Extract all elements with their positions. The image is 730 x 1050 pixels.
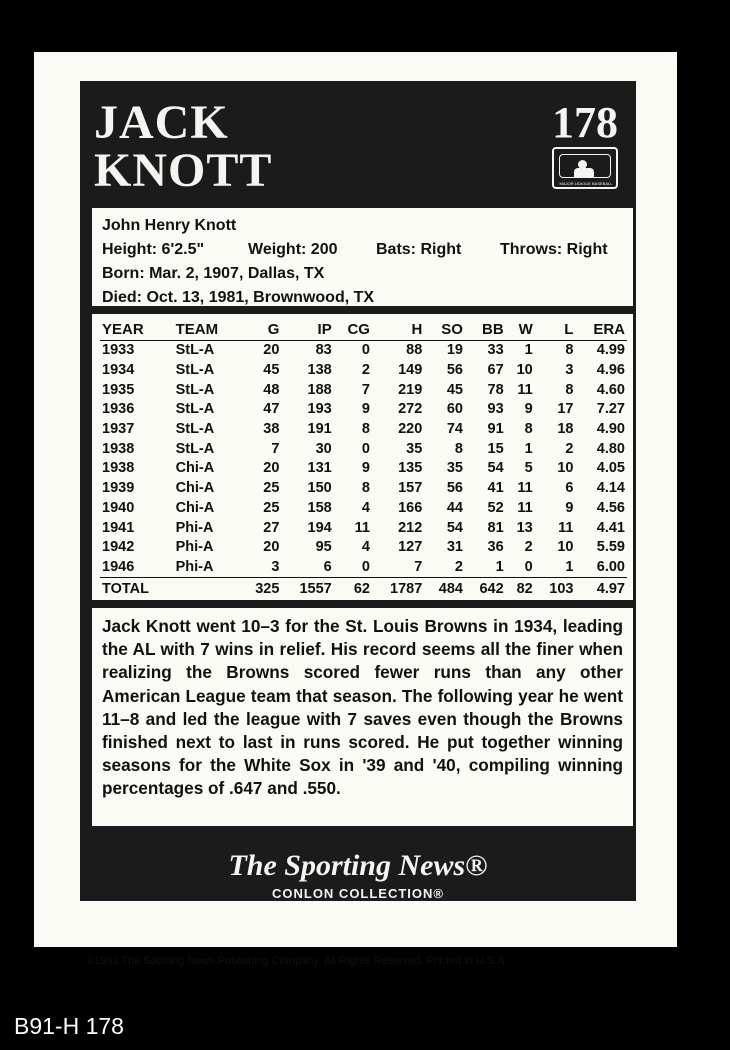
stats-cell: 158 [307,499,332,516]
stats-cell: 272 [398,401,423,418]
stats-cell: 2 [454,558,463,575]
stats-cell: 3 [565,362,574,379]
stats-cell: 56 [446,480,463,497]
stats-header-year: YEAR [100,318,174,341]
stats-row [100,439,627,459]
card-panel [80,81,636,901]
stats-cell: 38 [263,421,280,438]
stats-header-bb: BB [465,318,506,341]
career-story: Jack Knott went 10–3 for the St. Louis Browns in 1934, leading the AL with 7 wins in relief. His record seems all the finer when realizing the Browns scored fewer runs than any other American League team that season. The following year he went 11–8 and led the league with 7 saves even though the Browns finished next to last in runs scored. He put together winning seasons for the White Sox in '39 and '40, compiling winning percentages of .647 and .550. [92,608,633,826]
stats-cell: 52 [487,499,504,516]
stats-cell: 18 [557,421,574,438]
sporting-news-logo: The Sporting News® [228,849,488,882]
stats-cell: 11 [354,519,370,536]
stats-header-w: W [506,318,535,341]
stats-cell: 5.59 [596,539,625,556]
stats-cell: 193 [307,401,332,418]
bats: Bats: Right [376,241,462,258]
stats-cell: 2 [524,539,533,556]
stats-cell: 91 [487,421,504,438]
stats-total-row [100,578,627,601]
stats-cell: 1939 [102,480,135,497]
stats-cell: 4.97 [575,578,627,601]
stats-cell: StL-A [175,362,215,379]
stats-cell: 17 [557,401,574,418]
stats-cell: 325 [241,578,282,601]
stats-cell: 0 [361,440,370,457]
mlb-logo-icon [552,147,618,189]
stats-cell: 93 [487,401,504,418]
stats-cell: 8 [524,421,533,438]
born: Born: Mar. 2, 1907, Dallas, TX [102,265,325,282]
stats-cell: 1557 [281,578,333,601]
player-first-name: JACK [94,96,229,149]
stats-cell: 88 [406,342,423,359]
stats-cell: 13 [516,519,533,536]
stats-cell: 19 [446,342,463,359]
stats-cell: 1938 [102,460,135,477]
stats-cell: 47 [263,401,280,418]
stats-cell: 1942 [102,539,135,556]
stats-header-team: TEAM [174,318,241,341]
stats-cell: 6 [323,558,332,575]
stats-cell: 194 [307,519,332,536]
stats-cell: 30 [315,440,332,457]
stats-cell: 48 [263,381,280,398]
stats-cell: 4.56 [596,499,625,516]
stats-cell: 56 [446,362,463,379]
bio-box [92,208,633,306]
stats-table [100,318,627,600]
stats-header-l: L [535,318,576,341]
stats-cell: 1936 [102,401,135,418]
stats-cell: 220 [398,421,423,438]
stats-cell: 45 [263,362,280,379]
stats-row [100,400,627,420]
stats-cell: 4.99 [596,342,625,359]
stats-cell: 7 [414,558,423,575]
stats-cell: 131 [307,460,332,477]
stats-row [100,538,627,558]
stats-header-g: G [241,318,282,341]
stats-cell: 4.80 [596,440,625,457]
stats-cell: 0 [361,558,370,575]
stats-cell: 15 [487,440,504,457]
stats-cell: TOTAL [100,578,174,601]
stats-cell: 484 [424,578,465,601]
stats-cell: 4.96 [596,362,625,379]
stats-cell: 6.00 [596,558,625,575]
stats-cell: 20 [263,342,280,359]
stats-cell: 9 [565,499,574,516]
stats-cell: 81 [487,519,504,536]
stats-cell: 7.27 [596,401,625,418]
stats-cell: Phi-A [175,539,214,556]
stats-cell: 212 [398,519,423,536]
stats-cell: StL-A [175,440,215,457]
stats-cell: StL-A [175,421,215,438]
stats-cell: 11 [517,480,533,497]
stats-cell: 67 [487,362,504,379]
stats-cell: 4 [361,499,370,516]
stats-cell: 9 [361,401,370,418]
stats-cell: 1933 [102,342,135,359]
stats-cell: 7 [361,381,370,398]
stats-cell: 10 [557,460,574,477]
stats-header-ip: IP [281,318,333,341]
stats-cell: StL-A [175,401,215,418]
throws: Throws: Right [500,241,608,258]
stats-cell: 149 [398,362,423,379]
stats-cell: 3 [271,558,280,575]
full-name: John Henry Knott [102,217,237,234]
stats-cell: 1937 [102,421,135,438]
stats-header-h: H [372,318,424,341]
died: Died: Oct. 13, 1981, Brownwood, TX [102,289,375,306]
stats-row [100,420,627,440]
stats-cell: 1934 [102,362,135,379]
stats-cell: 191 [307,421,332,438]
stats-cell: 1 [524,342,533,359]
stats-cell: 11 [517,499,533,516]
copyright: ©1991 The Sporting News Publishing Company. All Rights Reserved. Printed in U.S.A. [86,955,508,967]
stats-cell: 8 [361,421,370,438]
stats-cell: 83 [315,342,332,359]
stats-cell: 4.05 [596,460,625,477]
stats-cell: Phi-A [175,558,214,575]
stats-cell: 54 [487,460,504,477]
stats-row [100,479,627,499]
stats-cell: 5 [524,460,533,477]
stats-cell: 20 [263,460,280,477]
stats-cell: 127 [398,539,423,556]
stats-cell: 54 [446,519,463,536]
stats-cell: 25 [263,480,280,497]
stats-cell: StL-A [175,381,215,398]
stats-header-cg: CG [334,318,372,341]
stats-cell: 4 [361,539,370,556]
stats-cell: 8 [454,440,463,457]
stats-cell: 8 [565,342,574,359]
stats-row [100,459,627,479]
stats-cell: 44 [446,499,463,516]
stats-cell: 1946 [102,558,135,575]
stats-cell: 1 [495,558,504,575]
stats-cell: 1935 [102,381,135,398]
stats-cell: 7 [271,440,280,457]
stats-cell: 74 [446,421,463,438]
stats-cell: 4.90 [596,421,625,438]
stats-box [92,314,633,600]
stats-cell: Chi-A [175,480,215,497]
stats-cell: 11 [517,381,533,398]
height: Height: 6'2.5" [102,241,205,258]
stats-cell: 0 [361,342,370,359]
stats-cell: 4.60 [596,381,625,398]
stats-cell: 8 [565,381,574,398]
stats-cell: 103 [535,578,576,601]
stats-cell: 10 [557,539,574,556]
stats-cell: StL-A [175,342,215,359]
stats-cell: 1941 [102,519,135,536]
stats-row [100,380,627,400]
stats-cell: 0 [524,558,533,575]
stats-cell: Phi-A [175,519,214,536]
logo-text: MAJOR LEAGUE BASEBALL [559,181,613,186]
stats-row [100,518,627,538]
stats-cell: 1 [524,440,533,457]
stats-cell: 60 [446,401,463,418]
collection-label: CONLON COLLECTION® [271,886,444,901]
stats-cell: 41 [487,480,504,497]
stats-row [100,361,627,381]
stats-cell: 138 [307,362,332,379]
stats-cell: 1940 [102,499,135,516]
stats-cell: 166 [398,499,423,516]
stats-cell: 157 [398,480,423,497]
stats-cell [174,578,241,601]
stats-cell: 27 [263,519,280,536]
stats-cell: 62 [334,578,372,601]
stats-cell: 33 [487,342,504,359]
stats-cell: 78 [487,381,504,398]
stats-cell: 95 [315,539,332,556]
stats-cell: 9 [524,401,533,418]
stats-cell: Chi-A [175,499,215,516]
stats-cell: 1787 [372,578,424,601]
stats-cell: 8 [361,480,370,497]
player-last-name: KNOTT [94,144,273,197]
stats-cell: 11 [558,519,574,536]
stats-cell: 188 [307,381,332,398]
stats-cell: 45 [446,381,463,398]
stats-cell: 10 [516,362,533,379]
stats-row [100,341,627,361]
stats-row [100,499,627,519]
stats-cell: 35 [446,460,463,477]
stats-cell: 25 [263,499,280,516]
stats-header-era: ERA [575,318,627,341]
image-tag: B91-H 178 [14,1013,124,1039]
stats-cell: 35 [406,440,423,457]
stats-cell: 9 [361,460,370,477]
stats-cell: 4.14 [596,480,625,497]
weight: Weight: 200 [248,241,338,258]
stats-cell: 2 [361,362,370,379]
stats-cell: 20 [263,539,280,556]
stats-cell: 2 [565,440,574,457]
stats-cell: 31 [446,539,463,556]
stats-cell: 642 [465,578,506,601]
stats-cell: 150 [307,480,332,497]
stats-cell: 4.41 [596,519,625,536]
stats-cell: Chi-A [175,460,215,477]
stats-cell: 135 [398,460,423,477]
stats-cell: 1938 [102,440,135,457]
stats-cell: 1 [565,558,574,575]
stats-cell: 36 [487,539,504,556]
stats-cell: 6 [565,480,574,497]
stats-row [100,558,627,578]
baseball-card [34,52,677,967]
stats-cell: 219 [398,381,423,398]
card-number: 178 [552,98,618,147]
stats-header-so: SO [424,318,465,341]
stats-cell: 82 [506,578,535,601]
